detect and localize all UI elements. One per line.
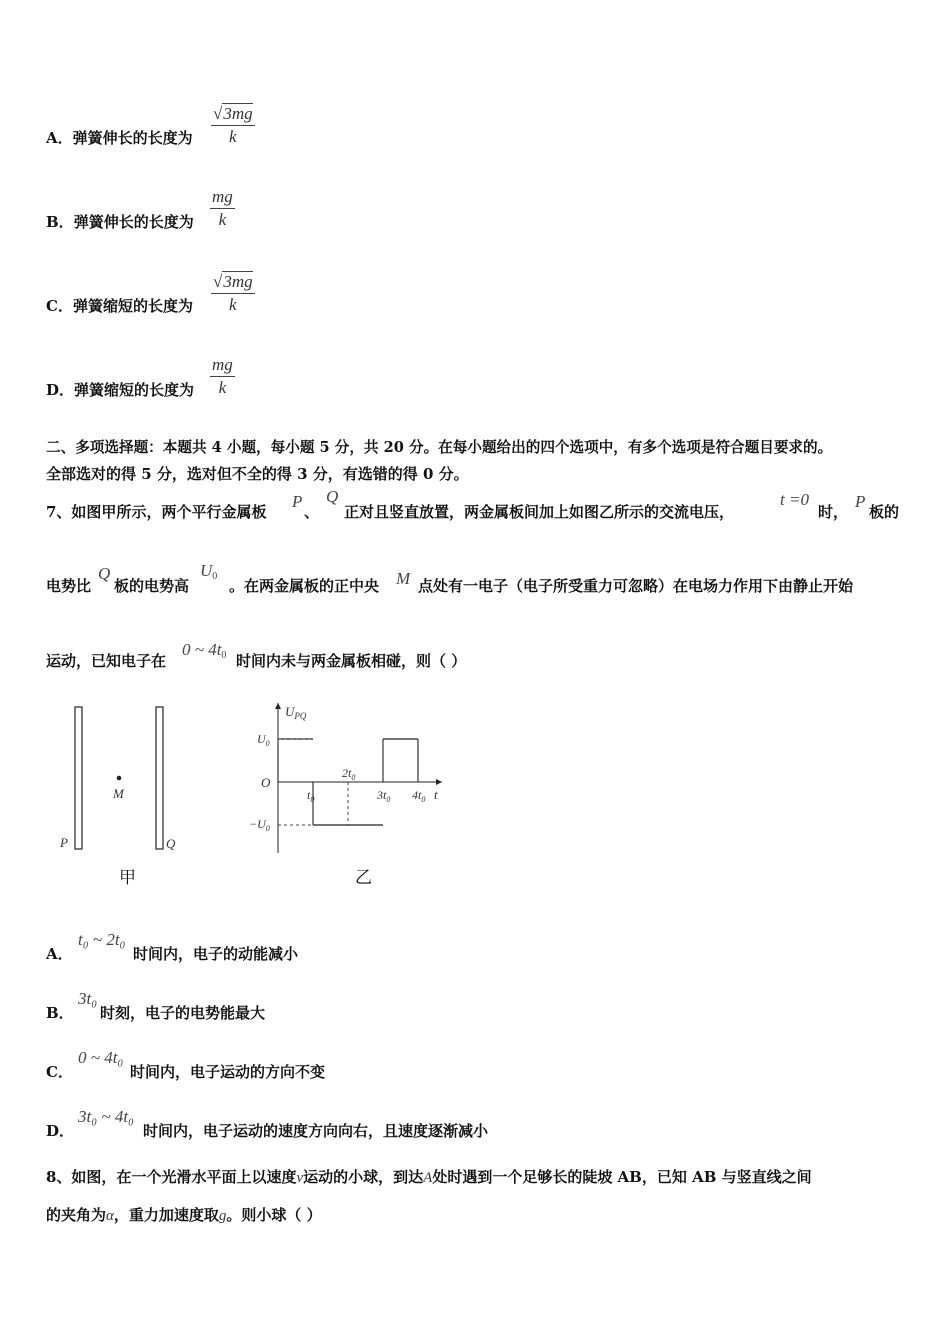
sqrt-sign: √ <box>213 272 223 291</box>
q7-text-3: 时， <box>818 503 849 521</box>
origin-label: O <box>261 775 271 790</box>
q8-line1: 8、如图，在一个光滑水平面上以速度v运动的小球，到达A处时遇到一个足够长的陡坡 AB，已知 AB 与竖直线之间 <box>46 1168 812 1186</box>
option-b-label: B．弹簧伸长的长度为 <box>46 213 194 231</box>
q7-option-a-label: A． <box>46 945 73 963</box>
q7-text-6: 板的电势高 <box>114 577 190 595</box>
symbol-P: P <box>292 492 303 511</box>
plate-P <box>75 707 82 849</box>
section-heading-line1: 二、多项选择题：本题共 4 小题，每小题 5 分，共 20 分。在每小题给出的四个选项中，有多个选项是符合题目要求的。 <box>46 439 833 456</box>
label-M: M <box>113 786 124 801</box>
q7-text-4: 板的 <box>869 503 900 521</box>
sqrt-sign: √ <box>213 104 223 123</box>
symbol-U0: $U_0$ <box>200 561 218 582</box>
axis-y-label: $U_{PQ}$ <box>285 704 307 721</box>
plate-Q <box>156 707 163 849</box>
time-range: 0 ~ $4t_0$ <box>182 640 227 661</box>
label-P: P <box>60 835 68 850</box>
q7-text-5: 电势比 <box>46 577 92 595</box>
q7-text-10: 时间内未与两金属板相碰，则（ ） <box>236 652 467 670</box>
option-d-label: D．弹簧缩短的长度为 <box>46 381 195 399</box>
y-neg-label: $-U_0$ <box>249 817 270 833</box>
option-b-fraction: mg k <box>212 187 233 229</box>
figure-yi <box>245 695 455 860</box>
option-d-fraction: mg k <box>212 355 233 397</box>
q7-text-8: 点处有一电子（电子所受重力可忽略）在电场力作用下由静止开始 <box>418 577 854 595</box>
option-c-label: C．弹簧缩短的长度为 <box>46 297 193 315</box>
q7-option-c-text: 时间内，电子运动的方向不变 <box>130 1063 326 1081</box>
q8-line2: 的夹角为α，重力加速度取g。则小球（ ） <box>46 1206 322 1224</box>
symbol-M: M <box>396 569 411 588</box>
option-c-fraction: √3mg k <box>213 272 253 314</box>
q7-sep: 、 <box>304 503 320 521</box>
caption-yi: 乙 <box>355 868 372 888</box>
option-a-label: A．弹簧伸长的长度为 <box>46 129 193 147</box>
t-equals-zero: t =0 <box>780 490 809 509</box>
q7-text-7: 。在两金属板的正中央 <box>229 577 380 595</box>
q7-text-2: 正对且竖直放置，两金属板间加上如图乙所示的交流电压， <box>344 503 735 521</box>
caption-jia: 甲 <box>119 868 136 888</box>
option-a-fraction: √3mg k <box>213 104 253 146</box>
label-Q: Q <box>166 836 176 851</box>
q7-text-1: 7、如图甲所示，两个平行金属板 <box>46 503 267 521</box>
tick-label-1: $t_0$ <box>307 788 315 804</box>
axis-x-label: t <box>434 787 438 802</box>
figure-jia <box>40 695 200 855</box>
q7-text-9: 运动，已知电子在 <box>46 652 167 670</box>
symbol-Q: Q <box>326 487 339 506</box>
tick-label-4: $4t_0$ <box>412 788 426 804</box>
symbol-Q-2: Q <box>98 564 111 583</box>
q7-option-a-math: t₀ ~ 2t₀ <box>78 930 126 949</box>
q7-option-b-label: B． <box>46 1004 74 1022</box>
tick-label-3: $3t_0$ <box>377 788 391 804</box>
q7-option-d-math: 3t₀ ~ 4t₀ <box>78 1107 134 1126</box>
q7-option-d-label: D． <box>46 1122 75 1140</box>
tick-label-2: $2t_0$ <box>342 766 356 782</box>
q7-option-d-text: 时间内，电子运动的速度方向向右，且速度逐渐减小 <box>143 1122 489 1140</box>
q7-option-b-text: 时刻，电子的电势能最大 <box>100 1004 266 1022</box>
symbol-P-2: P <box>855 492 866 511</box>
point-M <box>117 776 122 781</box>
y-pos-label: $U_0$ <box>257 732 270 748</box>
q7-option-c-label: C． <box>46 1063 73 1081</box>
q7-option-c-math: 0 ~ 4t₀ <box>78 1048 124 1067</box>
q7-option-a-text: 时间内，电子的动能减小 <box>133 945 299 963</box>
q7-option-b-math: 3t₀ <box>78 989 98 1008</box>
section-heading-line2: 全部选对的得 5 分，选对但不全的得 3 分，有选错的得 0 分。 <box>46 465 469 483</box>
